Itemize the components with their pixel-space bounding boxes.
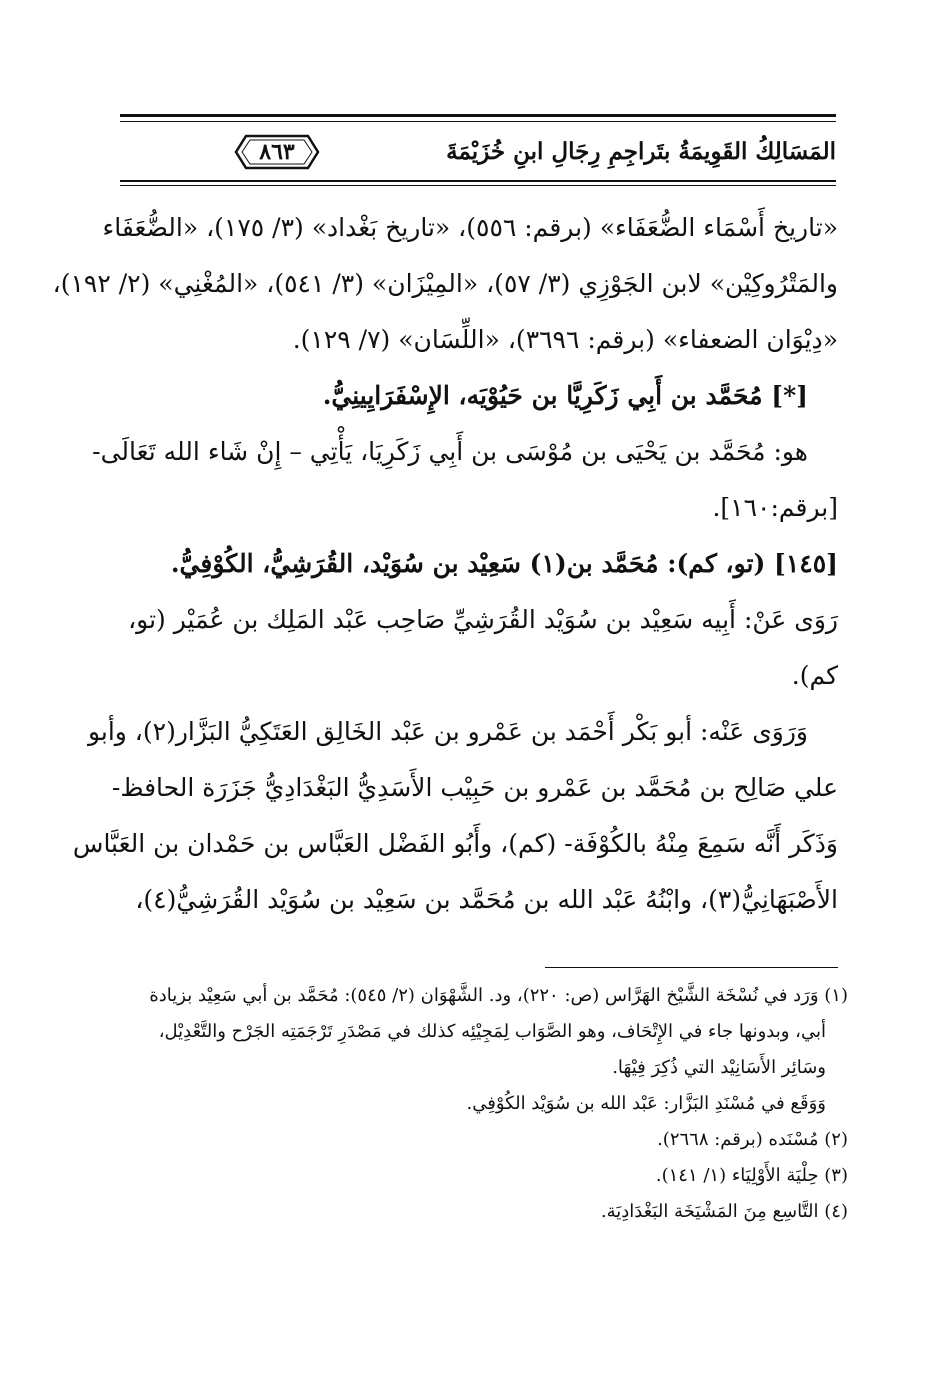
text-line: كم). [791, 661, 838, 690]
text-line: علي صَالِح بن مُحَمَّد بن عَمْرو بن حَبِيْب الأَسَدِيُّ البَغْدَادِيُّ جَزَرَة الحافظ- [111, 773, 838, 802]
footnote-continuation: وَوَقَع في مُسْنَدِ البَزَّار: عَبْد الله بن سُوَيْد الكُوْفِي. [466, 1093, 826, 1114]
text-line: الأَصْبَهَانِيُّ(٣)، وابْنُهُ عَبْد الله بن مُحَمَّد بن سَعِيْد بن سُوَيْد القُرَشِيُّ(٤)، [135, 885, 838, 914]
page-number-ornament [232, 132, 322, 172]
text-line: «تاريخ أَسْمَاء الضُّعَفَاء» (برقم: ٥٥٦)، «تاريخ بَغْداد» (٣/ ١٧٥)، «الضُّعَفَاء [102, 213, 838, 242]
footnote: (٣) حِلْيَة الأَوْلِيَاء (١/ ١٤١). [655, 1165, 848, 1186]
text-line: والمَتْرُوكِيْن» لابن الجَوْزِي (٣/ ٥٧)، «المِيْزَان» (٣/ ٥٤١)، «المُغْنِي» (٢/ ١٩٢)، [52, 269, 838, 298]
footnote: (٢) مُسْنَده (برقم: ٢٦٦٨). [657, 1129, 848, 1150]
text-line: «دِيْوَان الضعفاء» (برقم: ٣٦٩٦)، «اللِّسَان» (٧/ ١٢٩). [292, 325, 838, 354]
header-rule-bottom-thin [120, 185, 836, 186]
text-line: وَرَوَى عَنْه: أبو بَكْر أَحْمَد بن عَمْرو بن عَبْد الخَالِق العَتَكِيُّ البَزَّار(٢)، وأبو [87, 717, 808, 746]
footnotes [128, 978, 848, 1230]
header-rule-bottom [120, 180, 836, 182]
header-rule-top [120, 114, 836, 117]
text-line: رَوَى عَنْ: أَبِيه سَعِيْد بن سُوَيْد القُرَشِيِّ صَاحِب عَبْد المَلِك بن عُمَيْر (تو، [128, 605, 838, 634]
footnote-continuation: وسَائِر الأَسَانِيْد التي ذُكِرَ فِيْهَا. [612, 1057, 826, 1078]
footnote-continuation: أبي، وبدونها جاء في الإِتْحَاف، وهو الصَّوَاب لِمَجِيْئِه كذلك في مَصْدَرِ تَرْجَمَتِه الجَرْح والتَّعْدِيْل، [158, 1021, 826, 1042]
entry-heading: [*] مُحَمَّد بن أَبِي زَكَرِيَّا بن حَيُوْيَه، الإِسْفَرَايِينِيُّ. [322, 381, 808, 410]
entry-heading: [١٤٥] (تو، كم): مُحَمَّد بن(١) سَعِيْد بن سُوَيْد، القُرَشِيُّ، الكُوْفِيُّ. [170, 549, 838, 578]
main-text [52, 200, 838, 928]
footnote-separator [545, 967, 838, 968]
header-rule-top-thin [120, 121, 836, 122]
running-title: المَسَالِكُ القَوِيمَةُ بتَراجِمِ رِجَالِ ابنِ خُزَيْمَةَ [446, 138, 836, 165]
text-line: وَذَكَر أَنَّه سَمِعَ مِنْهُ بالكُوْفَة- (كم)، وأَبُو الفَضْل العَبَّاس بن حَمْدان بن العَبَّاس [72, 829, 838, 858]
text-line: هو: مُحَمَّد بن يَحْيَى بن مُوْسَى بن أَبِي زَكَرِيَا، يَأْتِي – إِنْ شَاء الله تَعَالَى- [92, 437, 808, 466]
page-number: ٨٦٣ [259, 139, 295, 165]
text-line: [برقم:١٦٠]. [712, 493, 838, 522]
footnote: (٤) التَّاسِع مِنَ المَشْيَخَة البَغْدَادِيَة. [600, 1201, 848, 1222]
footnote: (١) وَرَد في نُسْخَة الشَّيْخ الهَرَّاس (ص: ٢٢٠)، ود. الشَّهْوَان (٢/ ٥٤٥): مُحَمَّد بن أبي سَعِيْد بزيادة [149, 985, 848, 1006]
